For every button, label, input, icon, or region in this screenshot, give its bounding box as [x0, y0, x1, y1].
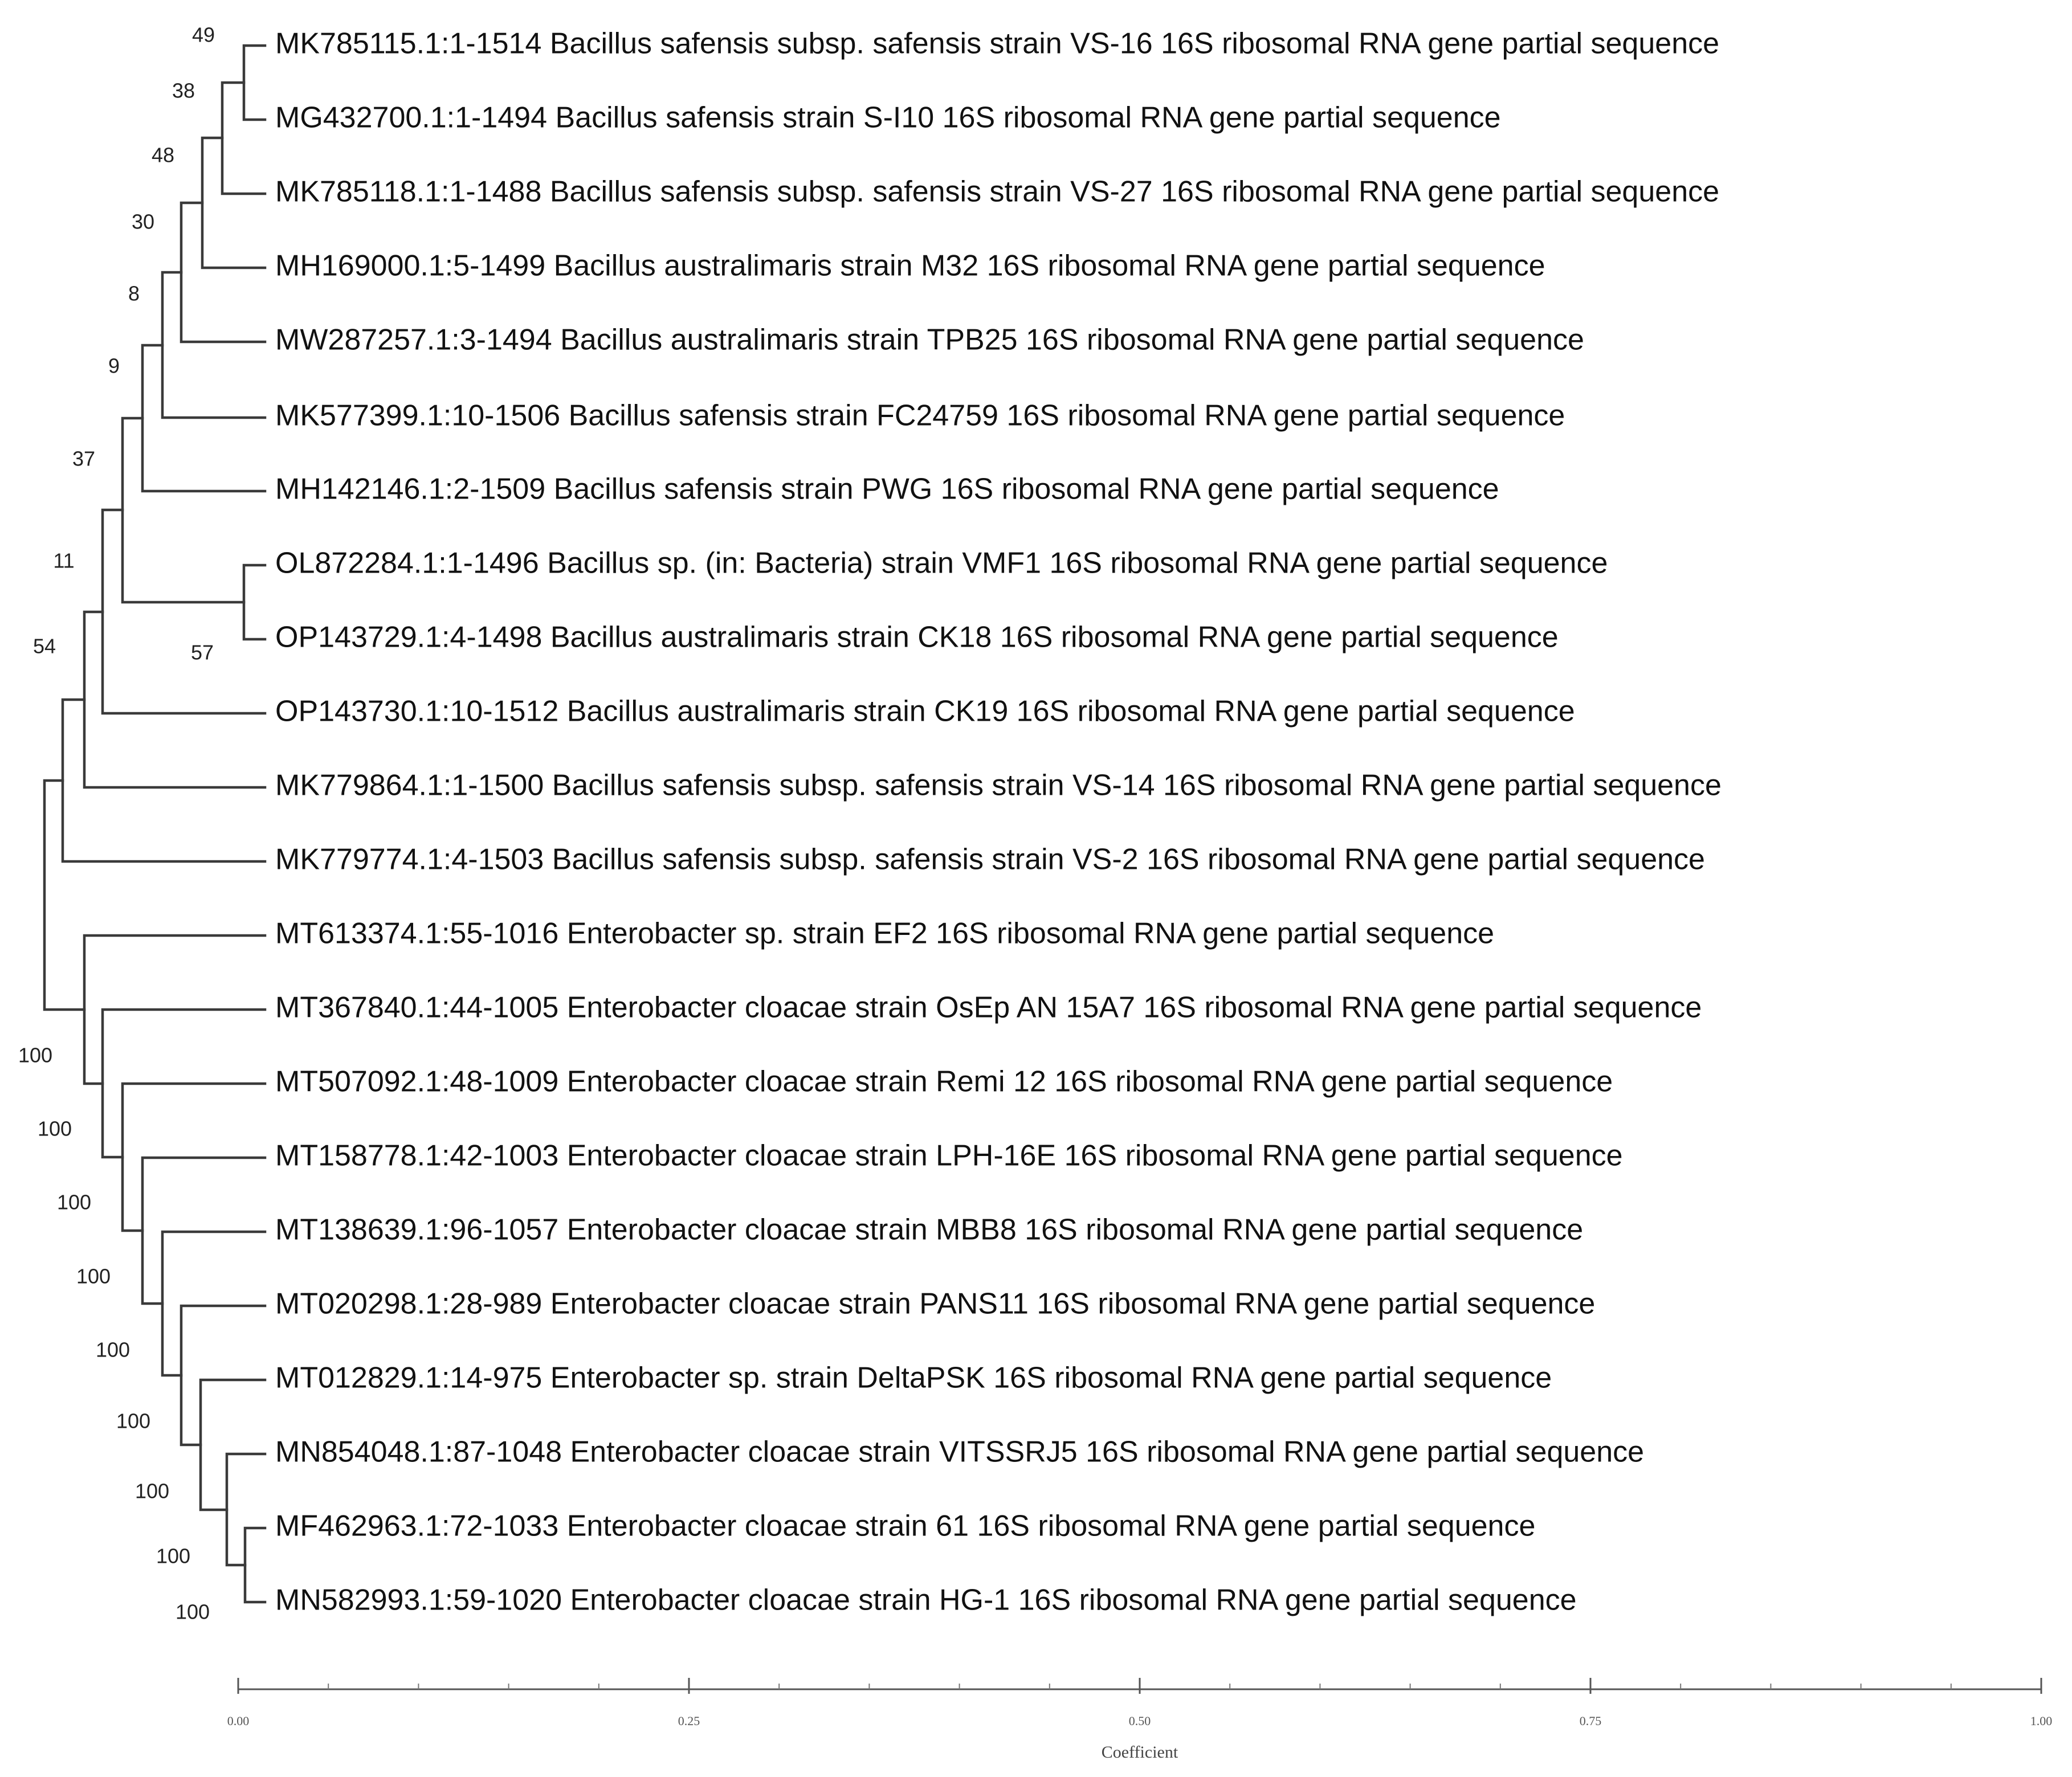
branch-61-hg1 [245, 1528, 265, 1602]
support-label: 48 [151, 143, 175, 167]
leaf-label: MH142146.1:2-1509 Bacillus safensis strain PWG 16S ribosomal RNA gene partial sequence [275, 472, 1499, 506]
support-label: 100 [134, 1479, 170, 1503]
support-label: 100 [95, 1338, 130, 1362]
support-label: 54 [32, 634, 56, 658]
leaf-label: OP143730.1:10-1512 Bacillus australimaris strain CK19 16S ribosomal RNA gene partial sequence [275, 695, 1575, 728]
support-label: 100 [175, 1600, 210, 1624]
axis-tick-label: 0.00 [227, 1714, 250, 1728]
axis-title: Coefficient [1101, 1743, 1178, 1762]
support-label: 38 [172, 79, 195, 103]
support-label: 57 [190, 640, 214, 664]
leaf-label: MN582993.1:59-1020 Enterobacter cloacae strain HG-1 16S ribosomal RNA gene partial sequence [275, 1583, 1577, 1617]
leaf-label: MW287257.1:3-1494 Bacillus australimaris strain TPB25 16S ribosomal RNA gene partial sequence [275, 323, 1584, 357]
axis-tick-label: 0.25 [678, 1714, 700, 1728]
support-label: 100 [116, 1409, 151, 1433]
branch-join-cherry [123, 418, 244, 602]
branch-vs14 [84, 612, 265, 787]
leaf-label: MK577399.1:10-1506 Bacillus safensis strain FC24759 16S ribosomal RNA gene partial sequence [275, 399, 1565, 432]
branch-vmf1-ck18 [244, 565, 265, 639]
leaf-label: MK785118.1:1-1488 Bacillus safensis subsp. safensis strain VS-27 16S ribosomal RNA gene partial sequence [275, 175, 1720, 209]
axis-tick-label: 1.00 [2030, 1714, 2053, 1728]
enterobacter-clade-branches [84, 936, 265, 1602]
leaf-label: MT012829.1:14-975 Enterobacter sp. strain DeltaPSK 16S ribosomal RNA gene partial sequence [275, 1361, 1552, 1395]
leaf-labels [275, 27, 1722, 1617]
axis-tick-label: 0.75 [1579, 1714, 1602, 1728]
coefficient-axis [227, 1678, 2053, 1762]
branch-pans11 [181, 1306, 265, 1445]
branch-tpb25 [181, 203, 265, 342]
axis-ticks [238, 1678, 2041, 1694]
leaf-label: MK779864.1:1-1500 Bacillus safensis subsp. safensis strain VS-14 16S ribosomal RNA gene partial sequence [275, 769, 1722, 802]
support-label: 37 [72, 447, 96, 471]
support-label: 11 [53, 549, 75, 573]
leaf-label: MF462963.1:72-1033 Enterobacter cloacae strain 61 16S ribosomal RNA gene partial sequence [275, 1509, 1536, 1543]
support-label: 100 [56, 1190, 92, 1214]
leaf-label: MT020298.1:28-989 Enterobacter cloacae strain PANS11 16S ribosomal RNA gene partial sequence [275, 1287, 1596, 1321]
leaf-label: MT367840.1:44-1005 Enterobacter cloacae strain OsEp AN 15A7 16S ribosomal RNA gene partial sequence [275, 991, 1702, 1024]
leaf-label: MN854048.1:87-1048 Enterobacter cloacae strain VITSSRJ5 16S ribosomal RNA gene partial sequence [275, 1435, 1645, 1469]
branch-deltapsk [201, 1380, 265, 1510]
support-labels [18, 23, 215, 1624]
leaf-label: MH169000.1:5-1499 Bacillus australimaris strain M32 16S ribosomal RNA gene partial sequence [275, 249, 1545, 283]
leaf-label: MK785115.1:1-1514 Bacillus safensis subsp. safensis strain VS-16 16S ribosomal RNA gene partial sequence [275, 27, 1720, 60]
support-label: 8 [128, 281, 140, 305]
leaf-label: OL872284.1:1-1496 Bacillus sp. (in: Bacteria) strain VMF1 16S ribosomal RNA gene partial sequence [275, 546, 1608, 580]
branch-mbb8 [162, 1232, 265, 1375]
support-label: 100 [156, 1544, 191, 1568]
leaf-label: MT138639.1:96-1057 Enterobacter cloacae strain MBB8 16S ribosomal RNA gene partial sequence [275, 1213, 1584, 1247]
branch-vs2 [63, 700, 265, 861]
leaf-label: MT507092.1:48-1009 Enterobacter cloacae strain Remi 12 16S ribosomal RNA gene partial sequence [275, 1065, 1613, 1098]
leaf-label: MG432700.1:1-1494 Bacillus safensis strain S-I10 16S ribosomal RNA gene partial sequence [275, 101, 1501, 134]
support-label: 49 [191, 23, 215, 47]
leaf-label: MK779774.1:4-1503 Bacillus safensis subsp. safensis strain VS-2 16S ribosomal RNA gene partial sequence [275, 843, 1705, 876]
axis-tick-label: 0.50 [1128, 1714, 1151, 1728]
support-label: 100 [18, 1043, 53, 1067]
support-label: 100 [76, 1264, 111, 1288]
branch-root [44, 781, 84, 1010]
leaf-label: OP143729.1:4-1498 Bacillus australimaris strain CK18 16S ribosomal RNA gene partial sequence [275, 620, 1559, 654]
leaf-label: MT158778.1:42-1003 Enterobacter cloacae strain LPH-16E 16S ribosomal RNA gene partial sequence [275, 1139, 1623, 1173]
support-label: 30 [131, 210, 155, 234]
branch-m32 [202, 138, 265, 268]
leaf-label: MT613374.1:55-1016 Enterobacter sp. strain EF2 16S ribosomal RNA gene partial sequence [275, 917, 1495, 950]
branch-fc24759 [162, 272, 265, 418]
branch-vs16-si10 [244, 46, 265, 120]
support-label: 9 [108, 354, 120, 378]
support-label: 100 [37, 1117, 72, 1141]
branch-ck19 [103, 510, 265, 713]
